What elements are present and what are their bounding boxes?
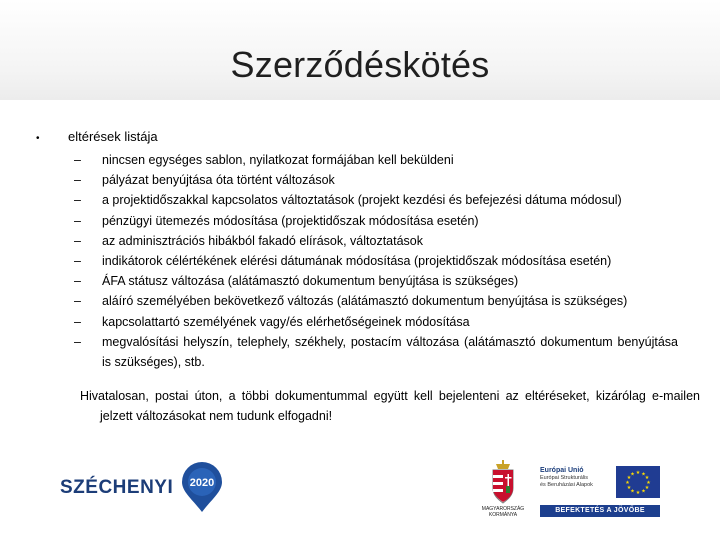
- eu-flag-icon: [616, 466, 660, 498]
- svg-text:★: ★: [644, 475, 650, 481]
- svg-text:★: ★: [630, 488, 635, 495]
- coat-of-arms-icon: [481, 460, 525, 506]
- deviation-list: [74, 150, 678, 372]
- szechenyi-year: 2020: [190, 477, 215, 489]
- eu-text-block: [540, 464, 612, 502]
- szechenyi-2020-logo: [60, 462, 225, 514]
- list-item-text: megvalósítási helyszín, telephely, székhely, postacím változása (alátámasztó dokumentum benyújtása is szükséges), stb.: [102, 334, 678, 370]
- government-caption-line2: KORMÁNYA: [488, 512, 518, 518]
- eu-slogan-bar: BEFEKTETÉS A JÖVŐBE: [540, 505, 660, 517]
- dash-marker: –: [74, 294, 81, 309]
- list-item: [74, 291, 678, 311]
- list-item: [74, 251, 678, 271]
- list-item-text: az adminisztrációs hibákból fakadó elírások, változtatások: [102, 233, 423, 248]
- submission-note: Hivatalosan, postai úton, a többi dokumentummal együtt kell bejelenteni az eltéréseket, kizárólag e-mailen jelzett változásokat nem tudunk elfogadni!: [80, 389, 700, 423]
- list-item-text: a projektidőszakkal kapcsolatos változtatások (projekt kezdési és befejezési dátuma módosul): [102, 193, 622, 208]
- eu-funds-logo: [540, 464, 660, 518]
- svg-text:★: ★: [626, 485, 632, 491]
- government-caption-line1: MAGYARORSZÁG: [481, 506, 525, 512]
- svg-text:★: ★: [630, 471, 635, 478]
- dash-marker: –: [74, 274, 81, 289]
- list-item-text: pályázat benyújtása óta történt változások: [102, 173, 335, 188]
- slide-title: Szerződéskötés: [230, 44, 490, 85]
- eu-title: Európai Unió: [540, 467, 584, 474]
- svg-text:★: ★: [635, 470, 641, 476]
- dash-marker: –: [74, 213, 81, 228]
- svg-text:★: ★: [641, 471, 646, 478]
- list-item: [74, 170, 678, 190]
- dash-marker: –: [74, 173, 81, 188]
- list-item: [74, 211, 678, 231]
- list-item: [74, 190, 678, 210]
- svg-text:★: ★: [644, 485, 650, 491]
- list-item: [74, 332, 678, 372]
- list-item: [74, 150, 678, 170]
- svg-text:★: ★: [641, 488, 646, 495]
- list-item: [74, 231, 678, 251]
- dash-marker: –: [74, 334, 81, 349]
- svg-text:★: ★: [625, 480, 630, 486]
- svg-text:★: ★: [646, 480, 651, 486]
- dash-marker: –: [74, 254, 81, 269]
- bullet-heading: eltérések listája: [68, 129, 158, 144]
- bullet-marker: •: [36, 133, 40, 144]
- dash-marker: –: [74, 193, 81, 208]
- location-pin-icon: [179, 462, 225, 514]
- list-item-text: indikátorok célértékének elérési dátumának módosítása (projektidőszak módosítása esetén): [102, 254, 612, 269]
- list-item-text: aláíró személyében bekövetkező változás (alátámasztó dokumentum benyújtása is szükséges): [102, 294, 628, 309]
- eu-subtitle-line2: és Beruházási Alapok: [540, 482, 593, 488]
- eu-subtitle-line1: Európai Strukturális: [540, 475, 588, 481]
- list-item: [74, 271, 678, 291]
- dash-marker: –: [74, 233, 81, 248]
- list-item-text: nincsen egységes sablon, nyilatkozat formájában kell beküldeni: [102, 153, 454, 167]
- dash-marker: –: [74, 153, 81, 167]
- list-item-text: pénzügyi ütemezés módosítása (projektidőszak módosítása esetén): [102, 213, 479, 228]
- svg-text:★: ★: [626, 475, 632, 481]
- svg-text:★: ★: [635, 490, 641, 496]
- list-item-text: kapcsolattartó személyének vagy/és elérhetőségeinek módosítása: [102, 314, 470, 329]
- dash-marker: –: [74, 314, 81, 329]
- list-item: [74, 312, 678, 332]
- list-item-text: ÁFA státusz változása (alátámasztó dokumentum benyújtása is szükséges): [102, 274, 519, 289]
- government-caption: [470, 506, 536, 518]
- szechenyi-wordmark: SZÉCHENYI: [60, 477, 174, 498]
